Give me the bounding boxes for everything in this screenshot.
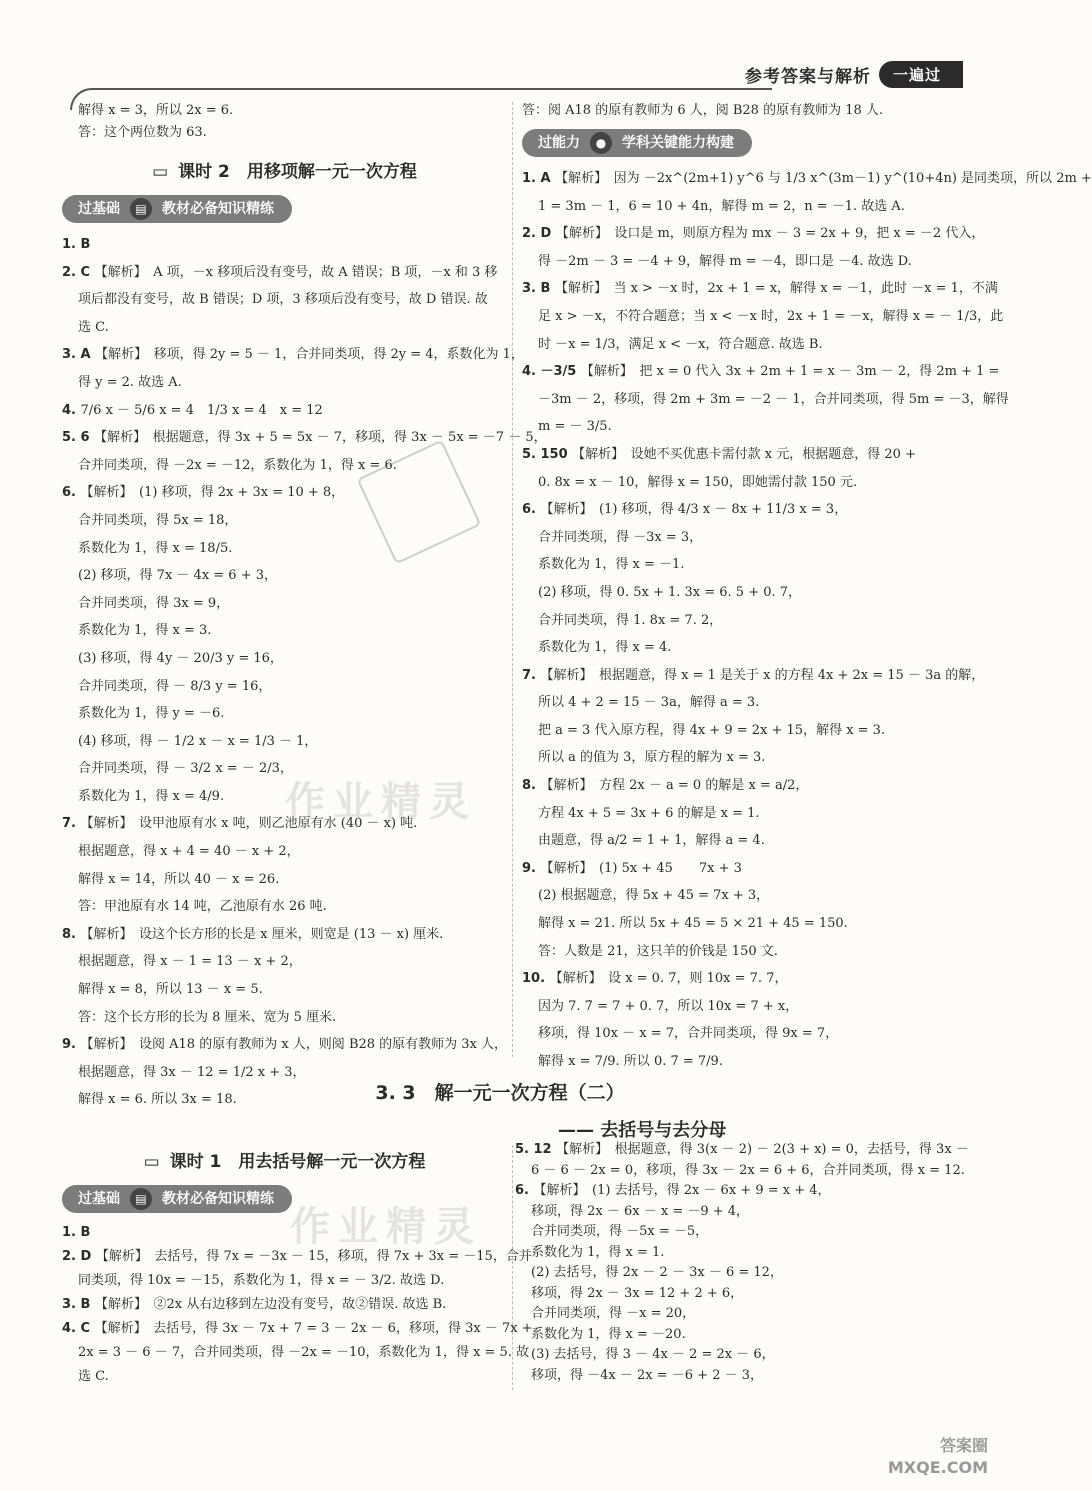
- answer-line: [62, 1293, 507, 1317]
- answer-line: [522, 496, 967, 524]
- answer-text: 2x = 3 － 6 － 7，合并同类项，得 －2x = －10，系数化为 1，得 x = 5. 故: [78, 1345, 530, 1360]
- answer-text: (4) 移项，得 － 1/2 x － x = 1/3 － 1，: [78, 733, 318, 749]
- answer-line: [522, 855, 967, 883]
- answer-text: (2) 根据题意，得 5x + 45 = 7x + 3，: [538, 888, 770, 904]
- answer-text: 选 C.: [78, 1369, 109, 1384]
- answer-text: 【解析】 ②2x 从右边移到左边没有变号，故②错误. 故选 B.: [94, 1297, 447, 1312]
- banner-basic: 过基础 ▤ 教材必备知识精练: [62, 195, 292, 223]
- answer-line: [62, 673, 507, 701]
- answer-text: 合并同类项，得 1. 8x = 7. 2，: [538, 612, 723, 628]
- answer-line: [522, 579, 967, 607]
- answer-line: [62, 921, 507, 949]
- answer-text: 【解析】 根据题意，得 3x + 5 = 5x － 7，移项，得 3x － 5x = －7 － 5，: [94, 430, 547, 446]
- answer-text: 根据题意，得 x － 1 = 13 － x + 2，: [78, 954, 302, 970]
- answer-line: [522, 441, 967, 469]
- answer-line: [522, 248, 967, 276]
- left-top-lines: [62, 100, 507, 144]
- answer-line: 答：这个两位数为 63.: [78, 125, 207, 140]
- answer-text: 合并同类项，得 3x = 9，: [78, 595, 230, 611]
- answer-text: 解得 x = 7/9. 所以 0. 7̇ = 7/9.: [538, 1054, 723, 1069]
- answer-line: [62, 700, 507, 728]
- answer-line: [522, 827, 967, 855]
- answer-line: [522, 689, 967, 717]
- answer-line: [522, 800, 967, 828]
- answer-line: [522, 551, 967, 579]
- answer-line: [62, 341, 524, 369]
- answer-text: 得 －2m － 3 = －4 + 9，解得 m = －4，即口是 －4. 故选 D.: [538, 253, 912, 269]
- answer-line: [522, 193, 967, 221]
- answer-text: 【解析】 方程 2x － a = 0 的解是 x = a/2，: [540, 778, 809, 794]
- answer-text: 【解析】 A 项，－x 移项后没有变号，故 A 错误；B 项，－x 和 3 移: [94, 264, 498, 280]
- answer-text: 系数化为 1，得 y = －6.: [78, 706, 225, 722]
- answer-number: 5. 6: [62, 430, 95, 446]
- answer-text: (2) 移项，得 7x － 4x = 6 + 3，: [78, 568, 278, 584]
- answer-number: 1. A: [522, 171, 556, 186]
- answer-text: 因为 7. 7̇ = 7 + 0. 7̇，所以 10x = 7 + x，: [538, 998, 799, 1014]
- answer-number: 10.: [522, 971, 550, 987]
- answer-number: 5. 150: [522, 446, 573, 462]
- answer-number: 3. B: [62, 1297, 95, 1312]
- answer-text: 合并同类项，得 －3x = 3，: [538, 529, 703, 545]
- answer-number: 2. C: [62, 264, 95, 280]
- answer-line: [522, 331, 967, 359]
- answer-line: [62, 259, 507, 287]
- answer-text: 【解析】 设阅 A18 的原有教师为 x 人，则阅 B28 的原有教师为 3x 人，: [80, 1037, 508, 1053]
- answer-text: 【解析】 把 x = 0 代入 3x + 2m + 1 = x － 3m － 2，得 2m + 1 =: [580, 364, 1000, 380]
- right-answers: [522, 165, 1092, 1076]
- answer-line: [62, 617, 507, 645]
- answer-text: 系数化为 1，得 x = 3.: [78, 623, 212, 639]
- answer-line: [522, 744, 967, 772]
- answer-text: 答：人数是 21，这只羊的价钱是 150 文.: [538, 943, 778, 959]
- answer-text: 得 y = 2. 故选 A.: [78, 374, 182, 390]
- answer-number: 6.: [62, 485, 81, 501]
- answer-text: 方程 4x + 5 = 3x + 6 的解是 x = 1.: [538, 805, 760, 821]
- lesson2-title: ▭ 课时 2 用移项解一元一次方程: [152, 162, 417, 182]
- answer-text: 项后都没有变号，故 B 错误；D 项，3 移项后没有变号，故 D 错误. 故: [78, 292, 488, 308]
- answer-text: 【解析】 根据题意，得 3(x － 2) － 2(3 + x) = 0，去括号，得 3x －: [556, 1142, 969, 1157]
- column-divider: [512, 102, 513, 1057]
- answer-line: [522, 413, 967, 441]
- answer-number: 4. C: [62, 1321, 95, 1336]
- answer-text: 移项，得 2x － 6x － x = －9 + 4，: [531, 1203, 750, 1219]
- book-icon: ▭: [143, 1152, 160, 1172]
- answer-line: [62, 562, 507, 590]
- bottom-right-column: [515, 1140, 969, 1386]
- answer-line: [522, 938, 967, 966]
- answer-line: [515, 1325, 965, 1346]
- answer-text: 所以 a 的值为 3，原方程的解为 x = 3.: [538, 750, 766, 766]
- answer-number: 1. B: [62, 237, 91, 252]
- answer-number: 8.: [522, 778, 541, 794]
- answer-number: 2. D: [62, 1249, 96, 1264]
- answer-line: [62, 1269, 507, 1293]
- answer-number: 1. B: [62, 1225, 91, 1240]
- answer-number: 9.: [522, 860, 541, 876]
- answer-number: 7.: [62, 816, 81, 832]
- answer-line: [62, 1004, 507, 1032]
- answer-text: 答：甲池原有水 14 吨，乙池原有水 26 吨.: [78, 899, 327, 915]
- answer-number: 6.: [522, 502, 541, 518]
- answer-line: [62, 314, 507, 342]
- answer-line: [522, 607, 967, 635]
- answer-text: 根据题意，得 3x － 12 = 1/2 x + 3，: [78, 1064, 306, 1080]
- answer-text: 【解析】 (1) 移项，得 4/3 x － 8x + 11/3 x = 3，: [540, 502, 848, 518]
- answer-line: [522, 717, 967, 745]
- header-title: 参考答案与解析: [745, 66, 871, 87]
- answer-line: [522, 303, 1004, 331]
- answer-text: 答：这个长方形的长为 8 厘米、宽为 5 厘米.: [78, 1009, 337, 1025]
- answer-line: [522, 165, 1092, 193]
- answer-text: 解得 x = 14，所以 40 － x = 26.: [78, 871, 280, 887]
- answer-line: [62, 1365, 507, 1389]
- answer-text: 【解析】 设这个长方形的长是 x 厘米，则宽是 (13 － x) 厘米.: [80, 926, 444, 942]
- answer-line: [515, 1345, 965, 1366]
- answer-number: 4.: [62, 402, 81, 418]
- answer-text: 0. 8x = x － 10，解得 x = 150，即她需付款 150 元.: [538, 474, 858, 490]
- answer-line: [515, 1140, 969, 1161]
- answer-text: 移项，得 －4x － 2x = －6 + 2 － 3，: [531, 1367, 763, 1383]
- answer-text: (2) 去括号，得 2x － 2 － 3x － 6 = 12，: [531, 1265, 783, 1280]
- answer-text: 移项，得 2x － 3x = 12 + 2 + 6，: [531, 1285, 744, 1301]
- answer-line: [522, 772, 967, 800]
- answer-line: [62, 838, 507, 866]
- answer-line: [515, 1202, 965, 1223]
- answer-text: 合并同类项，得 － 8/3 y = 16，: [78, 678, 272, 694]
- answer-text: 合并同类项，得 － 3/2 x = － 2/3，: [78, 761, 293, 777]
- answer-number: 3. A: [62, 347, 96, 363]
- answer-line: [522, 1048, 967, 1076]
- answer-text: 把 a = 3 代入原方程，得 4x + 9 = 2x + 15，解得 x = 3.: [538, 722, 886, 738]
- answer-text: (2) 移项，得 0. 5x + 1. 3x = 6. 5 + 0. 7，: [538, 584, 802, 600]
- answer-text: 系数化为 1，得 x = －20.: [531, 1326, 686, 1342]
- answer-line: [62, 728, 507, 756]
- lesson1-title: ▭ 课时 1 用去括号解一元一次方程: [143, 1152, 426, 1172]
- right-column: [522, 100, 1092, 1076]
- answer-line: [522, 965, 967, 993]
- watermark-text-2: 作业精灵: [290, 1204, 482, 1250]
- answer-text: 7/6 x － 5/6 x = 4 1/3 x = 4 x = 12: [80, 402, 323, 418]
- answer-text: 足 x > －x，不符合题意；当 x < －x 时，2x + 1 = －x，解得 x = － 1/3，此: [538, 308, 1004, 324]
- answer-line: [515, 1263, 965, 1284]
- answer-text: 移项，得 10x － x = 7，合并同类项，得 9x = 7，: [538, 1026, 839, 1042]
- medal-icon: ●: [590, 132, 612, 154]
- answer-line: [62, 231, 507, 259]
- page-header: [745, 58, 963, 90]
- answer-text: 【解析】 去括号，得 7x = －3x － 15，移项，得 7x + 3x = －15，合并: [95, 1249, 532, 1264]
- answer-number: 4. －3/5: [522, 364, 581, 380]
- answer-text: 时 －x = 1/3，满足 x < －x，符合题意. 故选 B.: [538, 336, 823, 352]
- answer-number: 2. D: [522, 226, 556, 242]
- answer-line: [62, 286, 507, 314]
- answer-line: [522, 1020, 967, 1048]
- answer-text: 【解析】 当 x > －x 时，2x + 1 = x，解得 x = －1，此时 －x = 1，不满: [554, 281, 998, 297]
- section-subtitle: —— 去括号与去分母: [558, 1120, 727, 1141]
- answer-line: [522, 275, 998, 303]
- answer-line: [515, 1284, 965, 1305]
- answer-line: [522, 882, 967, 910]
- answer-line: [62, 893, 507, 921]
- answer-text: 合并同类项，得 －5x = －5，: [531, 1224, 709, 1239]
- section-title: 3. 3 解一元一次方程（二）: [375, 1082, 625, 1104]
- answer-text: 合并同类项，得 －2x = －12，系数化为 1，得 x = 6.: [78, 457, 397, 473]
- answer-text: 解得 x = 21. 所以 5x + 45 = 5 × 21 + 45 = 150.: [538, 916, 848, 932]
- answer-text: 系数化为 1，得 x = －1.: [538, 557, 685, 573]
- answer-number: 8.: [62, 926, 81, 942]
- answer-line: [515, 1181, 965, 1202]
- answer-text: 【解析】 去括号，得 3x － 7x + 7 = 3 － 2x － 6，移项，得 3x － 7x +: [94, 1321, 533, 1336]
- answer-line: [62, 866, 507, 894]
- answer-line: [522, 469, 967, 497]
- answer-line: [515, 1366, 965, 1387]
- answer-text: 解得 x = 6. 所以 3x = 18.: [78, 1092, 237, 1108]
- answer-text: 合并同类项，得 5x = 18，: [78, 512, 238, 528]
- answer-line: [522, 524, 967, 552]
- answer-text: (3) 去括号，得 3 － 4x － 2 = 2x － 6，: [531, 1347, 775, 1362]
- answer-number: 3. B: [522, 281, 555, 297]
- answer-text: 系数化为 1，得 x = 4.: [538, 640, 672, 656]
- answer-line: 解得 x = 3，所以 2x = 6.: [78, 103, 234, 118]
- answer-text: 1 = 3m － 1，6 = 10 + 4n，解得 m = 2，n = －1. 故选 A.: [538, 198, 905, 214]
- answer-text: 【解析】 (1) 移项，得 2x + 3x = 10 + 8，: [80, 485, 345, 501]
- answer-line: [522, 910, 967, 938]
- answer-text: 【解析】 (1) 去括号，得 2x － 6x + 9 = x + 4，: [533, 1183, 831, 1198]
- answer-text: (3) 移项，得 4y － 20/3 y = 16，: [78, 650, 283, 666]
- answer-line: [62, 948, 507, 976]
- watermark-text: 作业精灵: [285, 779, 477, 825]
- answer-line: [522, 220, 985, 248]
- answer-text: 由题意，得 a/2 = 1 + 1，解得 a = 4.: [538, 833, 765, 849]
- answer-text: 所以 4 + 2 = 15 － 3a，解得 a = 3.: [538, 695, 760, 711]
- answer-line: [515, 1222, 965, 1243]
- answer-text: m = － 3/5.: [538, 419, 612, 435]
- book-badge-icon: ▤: [130, 198, 152, 220]
- answer-text: 系数化为 1，得 x = 4/9.: [78, 788, 225, 804]
- answer-line: [62, 645, 507, 673]
- answer-text: 根据题意，得 x + 4 = 40 － x + 2，: [78, 844, 300, 860]
- answer-line: [62, 1317, 533, 1341]
- answer-line: [515, 1304, 965, 1325]
- answer-line: [515, 1161, 965, 1182]
- answer-text: 【解析】 根据题意，得 x = 1 是关于 x 的方程 4x + 2x = 15 － 3a 的解，: [540, 667, 985, 683]
- book-badge-icon: ▤: [130, 1188, 152, 1210]
- answer-line: [62, 369, 507, 397]
- answer-line: [522, 662, 985, 690]
- bottom-right-answers: [515, 1140, 969, 1386]
- answer-number: 6.: [515, 1183, 534, 1198]
- answer-line: [522, 634, 967, 662]
- answer-number: 7.: [522, 667, 541, 683]
- answer-text: 【解析】 因为 －2x^(2m+1) y^6 与 1/3 x^(3m－1) y^(10+4n) 是同类项，所以 2m +: [555, 171, 1092, 186]
- answer-text: 合并同类项，得 －x = 20，: [531, 1306, 696, 1321]
- answer-line: [515, 1243, 965, 1264]
- banner-ability: 过能力 ● 学科关键能力构建: [522, 129, 752, 157]
- answer-text: 选 C.: [78, 319, 109, 335]
- answer-text: 【解析】 设她不买优惠卡需付款 x 元，根据题意，得 20 +: [572, 446, 916, 462]
- corner-logo: 答案圈 MXQE.COM: [887, 1436, 988, 1477]
- answer-line: [62, 397, 507, 425]
- bottom-left-column: [62, 1148, 533, 1389]
- answer-line: [522, 358, 1000, 386]
- answer-line: [62, 1341, 530, 1365]
- answer-line: [62, 976, 507, 1004]
- brand-logo: 一遍过: [879, 61, 963, 88]
- answer-line: [522, 993, 967, 1021]
- answer-text: 系数化为 1，得 x = 1.: [531, 1244, 665, 1260]
- answer-text: 【解析】 设甲池原有水 x 吨，则乙池原有水 (40 － x) 吨.: [80, 816, 418, 832]
- answer-text: 解得 x = 8，所以 13 － x = 5.: [78, 982, 263, 998]
- answer-number: 9.: [62, 1037, 81, 1053]
- answer-text: 6 － 6 － 2x = 0，移项，得 3x － 2x = 6 + 6，合并同类项，得 x = 12.: [531, 1162, 965, 1178]
- right-top-line: 答：阅 A18 的原有教师为 6 人，阅 B28 的原有教师为 18 人.: [522, 103, 884, 118]
- answer-line: [62, 1031, 507, 1059]
- answer-text: －3m － 2，移项，得 2m + 3m = －2 － 1，合并同类项，得 5m = －3，解得: [538, 391, 1009, 407]
- answer-text: 【解析】 设口是 m，则原方程为 mx － 3 = 2x + 9，把 x = －2 代入，: [555, 226, 985, 242]
- answer-number: 5. 12: [515, 1142, 557, 1157]
- answer-text: 【解析】 (1) 5x + 45 7x + 3: [540, 860, 742, 876]
- answer-text: 同类项，得 10x = －15，系数化为 1，得 x = － 3/2. 故选 D.: [78, 1273, 445, 1288]
- answer-line: [522, 386, 1009, 414]
- answer-text: 【解析】 移项，得 2y = 5 － 1，合并同类项，得 2y = 4，系数化为 1，: [95, 347, 524, 363]
- answer-text: 【解析】 设 x = 0. 7̇，则 10x = 7. 7̇，: [549, 971, 788, 987]
- answer-line: [62, 590, 507, 618]
- book-icon: ▭: [152, 162, 169, 182]
- banner-basic-2: 过基础 ▤ 教材必备知识精练: [62, 1185, 292, 1213]
- answer-text: 系数化为 1，得 x = 18/5.: [78, 540, 233, 556]
